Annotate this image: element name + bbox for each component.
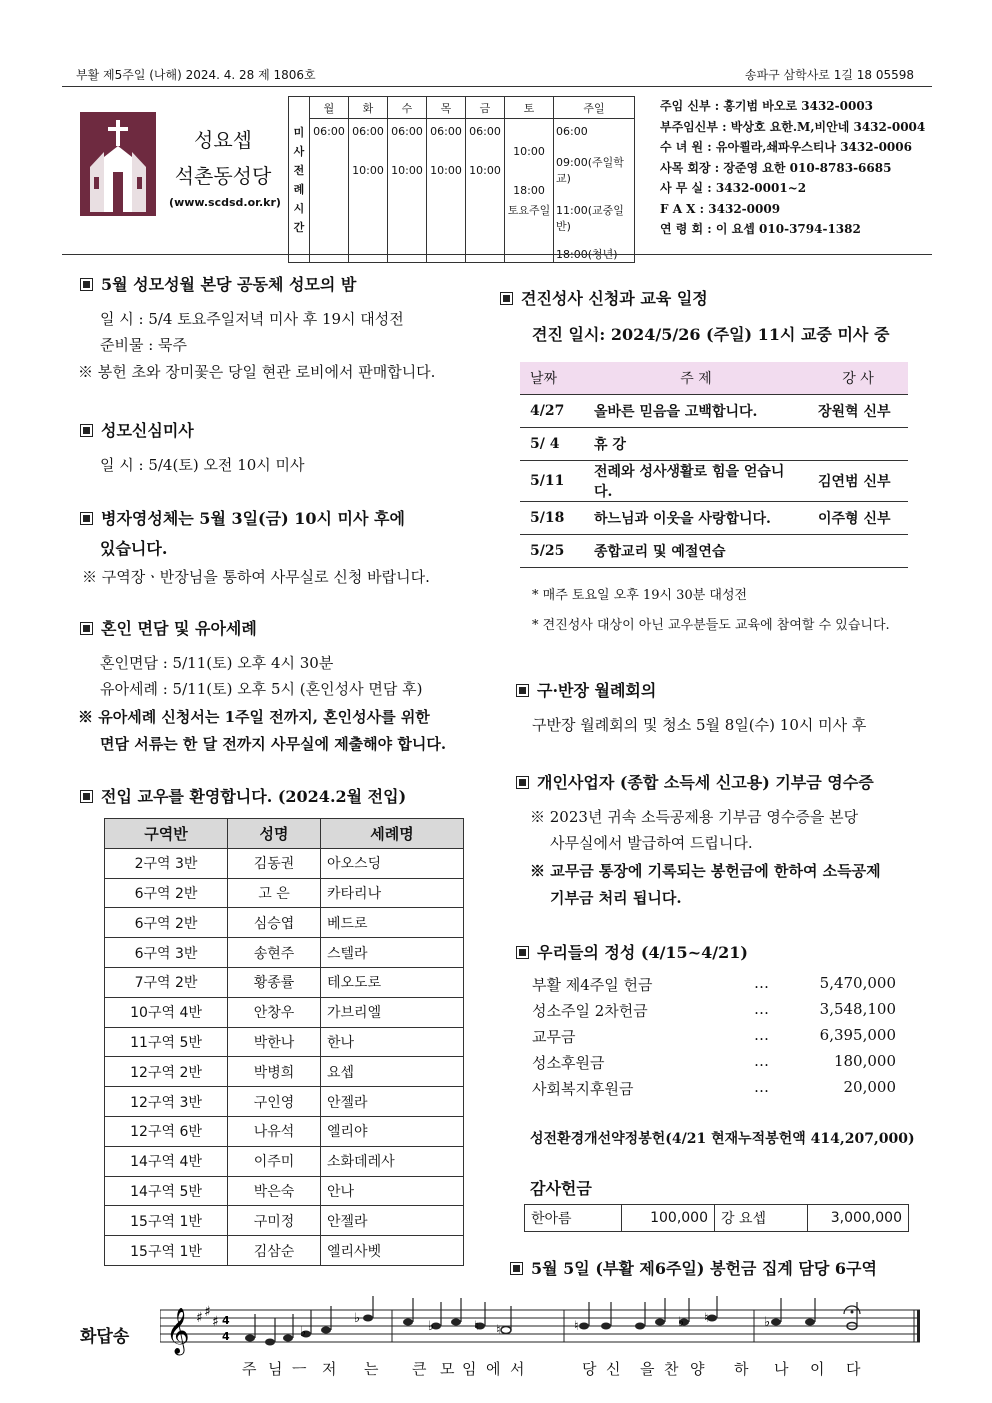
table-row: 5/11 전례와 성사생활로 힘을 얻습니다. 김연범 신부 (520, 461, 908, 502)
parish-logo (80, 112, 156, 216)
baptism-note-2: 면담 서류는 한 달 전까지 사무실에 제출해야 합니다. (100, 735, 447, 753)
thanks-offering-table (524, 1204, 909, 1232)
lyric-syllable: ㅡ (292, 1360, 307, 1378)
day-thu: 목 (427, 97, 466, 119)
lyric-syllable: 신 (606, 1360, 621, 1378)
table-row: 12구역 6반 나유석 엘리야 (105, 1116, 464, 1146)
svg-text:♭: ♭ (428, 1319, 435, 1334)
header-rule-bottom (62, 254, 932, 255)
col-lecturer: 강 사 (808, 362, 908, 395)
table-row: 5/ 4 휴 강 (520, 428, 908, 461)
svg-text:♯: ♯ (204, 1304, 211, 1320)
bullet-square-icon (80, 278, 93, 291)
tax-note-2: 사무실에서 발급하여 드립니다. (550, 834, 753, 852)
sun-times: 06:00 09:00(주일학교) 11:00(교중일반) 18:00(청년) (554, 119, 635, 263)
lyric-syllable: 는 (364, 1360, 379, 1378)
lyric-syllable: 모 (440, 1360, 455, 1378)
table-row: 14구역 5반 박은숙 안나 (105, 1176, 464, 1206)
bullet-square-icon (510, 1262, 523, 1275)
marian-mass-time: 일 시 : 5/4(토) 오전 10시 미사 (100, 456, 305, 474)
day-tue: 화 (349, 97, 388, 119)
section-title-sick-communion: 병자영성체는 5월 3일(금) 10시 미사 후에 (80, 506, 405, 529)
staff-funeral: 연 령 회 : 이 요셉 010-3794-1382 (660, 222, 861, 236)
table-row: 6구역 2반 심승엽 베드로 (105, 908, 464, 938)
confirmation-date: 견진 일시: 2024/5/26 (주일) 11시 교중 미사 중 (532, 325, 890, 344)
table-row: 6구역 2반 고 은 카타리나 (105, 878, 464, 908)
col-date: 날짜 (520, 362, 584, 395)
svg-text:♮: ♮ (704, 1311, 709, 1326)
svg-text:♭: ♭ (300, 1325, 307, 1340)
bullet-square-icon (80, 512, 93, 525)
svg-text:4: 4 (222, 1314, 230, 1327)
svg-text:♭: ♭ (764, 1315, 771, 1330)
staff-fax: F A X : 3432-0009 (660, 201, 781, 216)
table-row: 5/25 종합교리 및 예절연습 (520, 535, 908, 568)
col-baptismal-name: 세례명 (321, 819, 464, 849)
schedule-side-label: 미 사 전 례 시 간 (289, 97, 310, 263)
col-district: 구역반 (105, 819, 228, 849)
list-item: 사회복지후원금 … 20,000 (532, 1078, 896, 1098)
website: (www.scdsd.or.kr) (169, 196, 281, 209)
fri-times: 06:00 10:00 (466, 119, 505, 263)
staff-list (660, 96, 925, 240)
church-icon (80, 112, 156, 216)
table-row: 14구역 4반 이주미 소화데레사 (105, 1146, 464, 1176)
mary-night-prep: 준비물 : 묵주 (100, 336, 188, 354)
lyric-syllable: 다 (846, 1360, 861, 1378)
mass-schedule-table (288, 96, 635, 263)
svg-text:♭: ♭ (678, 1315, 685, 1330)
section-title-duty: 5월 5일 (부활 제6주일) 봉헌금 집계 담당 6구역 (510, 1256, 877, 1279)
bullet-square-icon (80, 790, 93, 803)
table-row: 12구역 3반 구인영 안젤라 (105, 1087, 464, 1117)
day-sat: 토 (505, 97, 554, 119)
baptism-note-1: ※ 유아세례 신청서는 1주일 전까지, 혼인성사를 위한 (78, 708, 430, 726)
mary-night-time: 일 시 : 5/4 토요주일저녁 미사 후 19시 대성전 (100, 310, 404, 328)
lyric-syllable: 을 (640, 1360, 655, 1378)
staff-pastor: 주임 신부 : 홍기범 바오로 3432-0003 (660, 99, 874, 113)
newcomers-table (104, 818, 464, 1266)
confirmation-note-1: * 매주 토요일 오후 19시 30분 대성전 (532, 588, 748, 603)
col-topic: 주 제 (584, 362, 808, 395)
svg-text:4: 4 (222, 1330, 230, 1343)
wed-times: 06:00 10:00 (388, 119, 427, 263)
table-row: 11구역 5반 박한나 한나 (105, 1027, 464, 1057)
issue-info: 부활 제5주일 (나해) 2024. 4. 28 제 1806호 (76, 68, 316, 82)
staff-convent: 수 녀 원 : 유아쾰라,쇄파우스티나 3432-0006 (660, 140, 912, 154)
parish-name-2: 석촌동성당 (174, 164, 272, 188)
day-fri: 금 (466, 97, 505, 119)
svg-text:♭: ♭ (354, 1311, 361, 1326)
list-item: 성소후원금 … 180,000 (532, 1052, 896, 1072)
bullet-square-icon (80, 622, 93, 635)
music-staff (160, 1296, 930, 1356)
sat-times: 10:00 18:00 토요주일 (505, 119, 554, 263)
tax-note-3: ※ 교무금 통장에 기록되는 봉헌금에 한하여 소득공제 (530, 862, 881, 880)
table-row: 12구역 2반 박병희 요셉 (105, 1057, 464, 1087)
svg-text:♯: ♯ (212, 1314, 219, 1330)
svg-text:♮: ♮ (496, 1323, 501, 1338)
marriage-interview: 혼인면담 : 5/11(토) 오후 4시 30분 (100, 654, 334, 672)
col-name: 성명 (228, 819, 321, 849)
lyric-syllable: 큰 (412, 1360, 427, 1378)
list-item: 성소주일 2차헌금 … 3,548,100 (532, 1000, 896, 1020)
tax-note-4: 기부금 처리 됩니다. (550, 889, 682, 907)
header-rule-top (62, 86, 932, 87)
bullet-square-icon (516, 946, 529, 959)
table-row: 15구역 1반 김삼순 엘리사벳 (105, 1236, 464, 1266)
staff-council: 사목 회장 : 장준영 요한 010-8783-6685 (660, 160, 892, 175)
day-wed: 수 (388, 97, 427, 119)
lyric-syllable: 주 (242, 1360, 257, 1378)
lyric-syllable: 서 (510, 1360, 525, 1378)
lyric-syllable: 임 (462, 1360, 477, 1378)
svg-text:♮: ♮ (574, 1319, 579, 1334)
table-row: 15구역 1반 구미정 안젤라 (105, 1206, 464, 1236)
day-sun: 주일 (554, 97, 635, 119)
meeting-info: 구반장 월례회의 및 청소 5월 8일(수) 10시 미사 후 (532, 716, 867, 734)
table-row: 6구역 3반 송현주 스텔라 (105, 938, 464, 968)
section-title-marian-mass: 성모신심미사 (80, 418, 194, 441)
list-item: 교무금 … 6,395,000 (532, 1026, 896, 1046)
section-title-mary-night: 5월 성모성월 본당 공동체 성모의 밤 (80, 272, 356, 295)
table-row: 2구역 3반 김동권 아오스딩 (105, 848, 464, 878)
table-row: 10구역 4반 안창우 가브리엘 (105, 997, 464, 1027)
bullet-square-icon (500, 292, 513, 305)
bullet-square-icon (516, 684, 529, 697)
lyric-syllable: 에 (486, 1360, 501, 1378)
section-title-newcomers: 전입 교우를 환영합니다. (2024.2월 전입) (80, 784, 406, 807)
lyric-syllable: 나 (774, 1360, 789, 1378)
list-item: 부활 제4주일 헌금 … 5,470,000 (532, 974, 896, 994)
svg-text:♯: ♯ (196, 1310, 203, 1326)
table-row: 7구역 2반 황종률 테오도로 (105, 967, 464, 997)
mon-times: 06:00 (310, 119, 349, 263)
tue-times: 06:00 10:00 (349, 119, 388, 263)
mary-night-note: ※ 봉헌 초와 장미꽃은 당일 현관 로비에서 판매합니다. (78, 363, 436, 381)
lyric-syllable: 양 (690, 1360, 705, 1378)
section-title-marriage-baptism: 혼인 면담 및 유아세례 (80, 616, 257, 639)
section-title-meeting: 구·반장 월례회의 (516, 678, 656, 701)
section-title-tax-receipt: 개인사업자 (종합 소득세 신고용) 기부금 영수증 (516, 770, 874, 793)
table-row: 5/18 하느님과 이웃을 사랑합니다. 이주형 신부 (520, 502, 908, 535)
day-mon: 월 (310, 97, 349, 119)
confirmation-schedule-table (520, 362, 908, 568)
svg-text:♮: ♮ (474, 1319, 479, 1334)
lyric-syllable: 당 (582, 1360, 597, 1378)
table-row: 한아름 100,000 강 요셉 3,000,000 (525, 1205, 909, 1232)
thu-times: 06:00 10:00 (427, 119, 466, 263)
section-title-confirmation: 견진성사 신청과 교육 일정 (500, 286, 708, 309)
bullet-square-icon (516, 776, 529, 789)
thanks-title: 감사헌금 (530, 1179, 592, 1198)
bullet-square-icon (80, 424, 93, 437)
lyric-syllable: 님 (268, 1360, 283, 1378)
tax-note-1: ※ 2023년 귀속 소득공제용 기부금 영수증을 본당 (530, 808, 859, 826)
table-row: 4/27 올바른 믿음을 고백합니다. 장원혁 신부 (520, 395, 908, 428)
sick-communion-note: ※ 구역장ㆍ반장님을 통하여 사무실로 신청 바랍니다. (82, 568, 430, 586)
infant-baptism: 유아세례 : 5/11(토) 오후 5시 (혼인성사 면담 후) (100, 680, 423, 698)
building-fund: 성전환경개선약정봉헌(4/21 현재누적봉헌액 414,207,000) (530, 1131, 915, 1147)
parish-name-1: 성요셉 (194, 128, 252, 152)
svg-text:𝄞: 𝄞 (166, 1308, 190, 1354)
confirmation-note-2: * 견진성사 대상이 아닌 교우분들도 교육에 참여할 수 있습니다. (532, 618, 890, 633)
lyric-syllable: 하 (734, 1360, 749, 1378)
staff-assistant: 부주임신부 : 박상호 요한.M,비안네 3432-0004 (660, 119, 926, 134)
address: 송파구 삼학사로 1길 18 05598 (744, 68, 914, 82)
sick-communion-title-cont: 있습니다. (100, 539, 168, 558)
section-title-offerings: 우리들의 정성 (4/15~4/21) (516, 940, 748, 963)
lyric-syllable: 저 (322, 1360, 337, 1378)
lyric-syllable: 이 (810, 1360, 825, 1378)
lyric-syllable: 찬 (664, 1360, 679, 1378)
psalm-label: 화답송 (80, 1327, 130, 1347)
staff-office: 사 무 실 : 3432-0001~2 (660, 181, 807, 195)
